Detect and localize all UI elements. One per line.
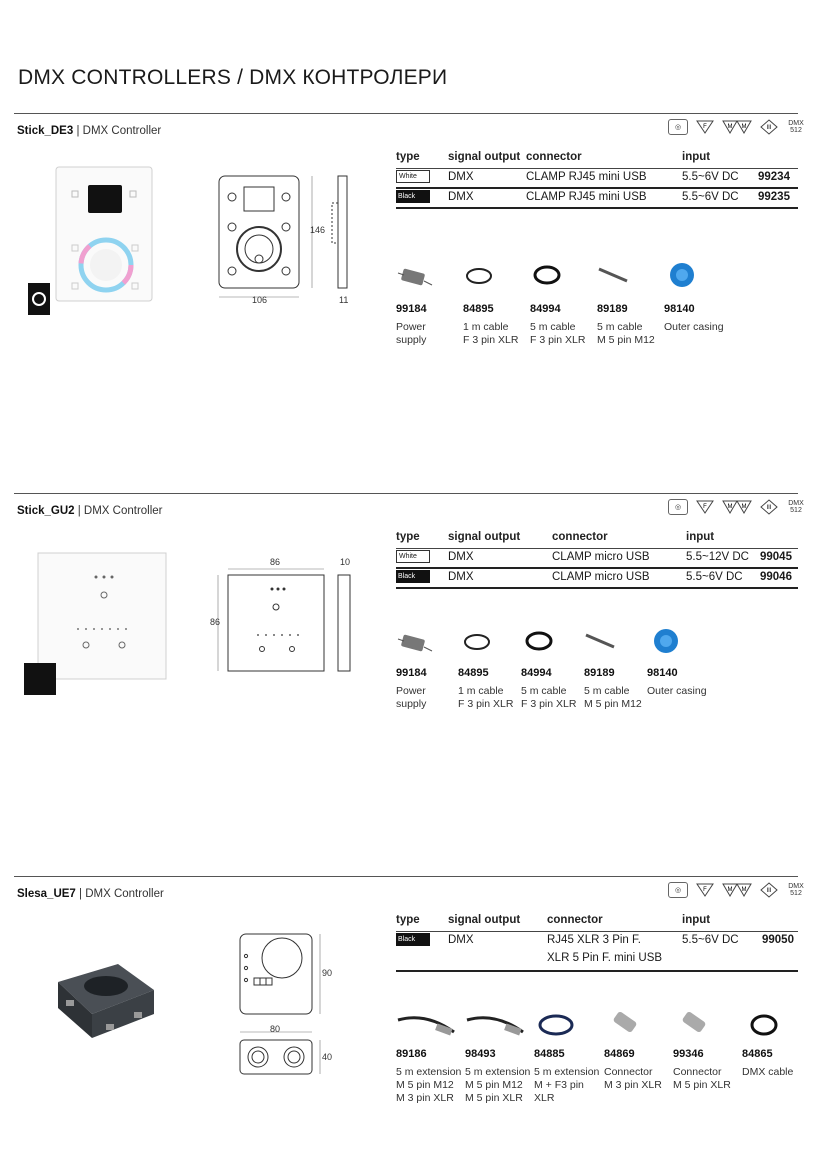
cable-image (584, 631, 618, 651)
product-section-slesa-ue7 (0, 876, 820, 1156)
power-supply-image (398, 265, 434, 287)
connector-cell: CLAMP micro USB (552, 571, 650, 583)
certification-icons (668, 499, 806, 515)
header-type: type (396, 914, 420, 926)
dmx512-icon: DMX 512 (788, 883, 804, 897)
technical-drawing-stick-gu2 (222, 569, 362, 679)
dimension-height: 146 (310, 225, 326, 235)
extension-cable-image (465, 1010, 527, 1040)
type-tag: White (396, 550, 430, 563)
dmx512-icon: DMX 512 (788, 120, 804, 134)
signal-cell: DMX (448, 551, 474, 563)
outer-casing-image (651, 627, 681, 655)
header-signal-output: signal output (448, 151, 521, 163)
row-divider (396, 207, 798, 209)
dimension-height: 86 (210, 617, 221, 627)
page-title: DMX CONTROLLERS / DMX КОНТРОЛЕРИ (18, 66, 448, 89)
input-cell: 5.5~6V DC (682, 934, 739, 946)
signal-cell: DMX (448, 191, 474, 203)
section-divider (14, 113, 798, 114)
f-mark-icon (694, 499, 716, 515)
class-iii-icon (758, 882, 780, 898)
section-divider (14, 493, 798, 494)
table-row (396, 169, 796, 187)
accessory-item: 99184 Power supply (396, 303, 427, 346)
connector-image (608, 1010, 642, 1038)
mm-mark-icon (722, 119, 752, 135)
product-code: 99235 (758, 191, 790, 203)
accessory-item: 99346 Connector M 5 pin XLR (673, 1048, 731, 1091)
accessory-item: 84869 Connector M 3 pin XLR (604, 1048, 662, 1091)
svg-text:III: III (766, 125, 772, 131)
svg-text:M: M (741, 887, 747, 893)
dimension-width: 106 (252, 295, 268, 305)
accessory-item: 89186 5 m extension M 5 pin M12 M 3 pin XLR (396, 1048, 462, 1104)
spec-table (396, 914, 800, 972)
signal-cell: DMX (448, 171, 474, 183)
header-input: input (682, 151, 711, 163)
accessory-item: 84895 1 m cable F 3 pin XLR (458, 667, 514, 710)
dimension-width: 80 (270, 1024, 281, 1034)
input-cell: 5.5~6V DC (682, 171, 739, 183)
product-photo-stick-de3 (28, 165, 158, 320)
connector-cell: CLAMP RJ45 mini USB (526, 191, 647, 203)
cable-image (532, 263, 562, 287)
type-tag: Black (396, 570, 430, 583)
spec-table (396, 151, 800, 211)
svg-text:M: M (727, 504, 733, 510)
header-type: type (396, 531, 420, 543)
mm-mark-icon (722, 499, 752, 515)
cable-image (597, 265, 631, 285)
accessory-item: 84885 5 m extension M + F3 pin XLR (534, 1048, 600, 1104)
outer-casing-image (667, 261, 697, 289)
dmx-cable-image (747, 1012, 781, 1038)
input-cell: 5.5~12V DC (686, 551, 749, 563)
accessory-item: 89189 5 m cable M 5 pin M12 (597, 303, 655, 346)
svg-text:F: F (703, 504, 707, 510)
dimension-depth: 10 (340, 557, 351, 567)
header-type: type (396, 151, 420, 163)
dmx512-icon: DMX 512 (788, 500, 804, 514)
header-connector: connector (526, 151, 582, 163)
cable-image (462, 631, 492, 653)
power-supply-image (398, 631, 434, 653)
fixing-icon: ◎ (668, 882, 688, 898)
certification-icons (668, 119, 806, 135)
accessory-item: 98140 Outer casing (647, 667, 707, 697)
accessory-item: 98493 5 m extension M 5 pin M12 M 5 pin XLR (465, 1048, 531, 1104)
connector-cell: CLAMP RJ45 mini USB (526, 171, 647, 183)
connector-cell-line2: XLR 5 Pin F. mini USB (547, 952, 663, 964)
cable-image (464, 265, 494, 287)
product-section-stick-gu2 (0, 493, 820, 823)
header-signal-output: signal output (448, 914, 521, 926)
product-photo-stick-gu2 (22, 551, 172, 696)
header-connector: connector (552, 531, 608, 543)
extension-cable-image (396, 1010, 458, 1040)
spec-table (396, 531, 800, 591)
dimension-width: 86 (270, 557, 281, 567)
technical-drawing-stick-de3 (214, 173, 374, 313)
svg-text:F: F (703, 124, 707, 130)
dimension-height: 90 (322, 968, 333, 978)
product-code: 99050 (762, 934, 794, 946)
connector-image (677, 1010, 711, 1038)
row-divider (396, 587, 798, 589)
table-row (396, 569, 796, 587)
class-iii-icon (758, 119, 780, 135)
connector-cell: CLAMP micro USB (552, 551, 650, 563)
accessory-item: 98140 Outer casing (664, 303, 724, 333)
svg-text:III: III (766, 505, 772, 511)
product-title: Stick_DE3 | DMX Controller (17, 125, 162, 137)
product-title: Stick_GU2 | DMX Controller (17, 505, 163, 517)
section-divider (14, 876, 798, 877)
product-title: Slesa_UE7 | DMX Controller (17, 888, 164, 900)
type-tag: Black (396, 933, 430, 946)
fixing-icon: ◎ (668, 119, 688, 135)
svg-text:M: M (741, 124, 747, 130)
cable-image (524, 629, 554, 653)
fixing-icon: ◎ (668, 499, 688, 515)
dimension-depth: 11 (339, 295, 349, 305)
table-row (396, 549, 796, 567)
signal-cell: DMX (448, 934, 474, 946)
product-code: 99045 (760, 551, 792, 563)
svg-text:III: III (766, 888, 772, 894)
type-tag: White (396, 170, 430, 183)
header-input: input (686, 531, 715, 543)
mm-mark-icon (722, 882, 752, 898)
row-divider (396, 970, 798, 972)
accessory-item: 99184 Power supply (396, 667, 427, 710)
dimension-depth: 40 (322, 1052, 333, 1062)
svg-text:M: M (741, 504, 747, 510)
input-cell: 5.5~6V DC (686, 571, 743, 583)
type-tag: Black (396, 190, 430, 203)
technical-drawing-slesa-ue7 (236, 932, 336, 1082)
table-row (396, 189, 796, 207)
signal-cell: DMX (448, 571, 474, 583)
header-connector: connector (547, 914, 603, 926)
product-photo-slesa-ue7 (48, 952, 160, 1042)
header-signal-output: signal output (448, 531, 521, 543)
accessory-item: 89189 5 m cable M 5 pin M12 (584, 667, 642, 710)
product-code: 99046 (760, 571, 792, 583)
product-section-stick-de3 (0, 113, 820, 443)
f-mark-icon (694, 882, 716, 898)
svg-text:M: M (727, 124, 733, 130)
class-iii-icon (758, 499, 780, 515)
extension-cable-image (536, 1012, 576, 1038)
svg-text:F: F (703, 887, 707, 893)
f-mark-icon (694, 119, 716, 135)
accessory-item: 84994 5 m cable F 3 pin XLR (530, 303, 586, 346)
input-cell: 5.5~6V DC (682, 191, 739, 203)
accessory-item: 84865 DMX cable (742, 1048, 794, 1078)
svg-text:M: M (727, 887, 733, 893)
certification-icons (668, 882, 806, 898)
header-input: input (682, 914, 711, 926)
accessory-item: 84895 1 m cable F 3 pin XLR (463, 303, 519, 346)
connector-cell: RJ45 XLR 3 Pin F. (547, 934, 641, 946)
product-code: 99234 (758, 171, 790, 183)
table-row (396, 932, 796, 968)
accessory-item: 84994 5 m cable F 3 pin XLR (521, 667, 577, 710)
